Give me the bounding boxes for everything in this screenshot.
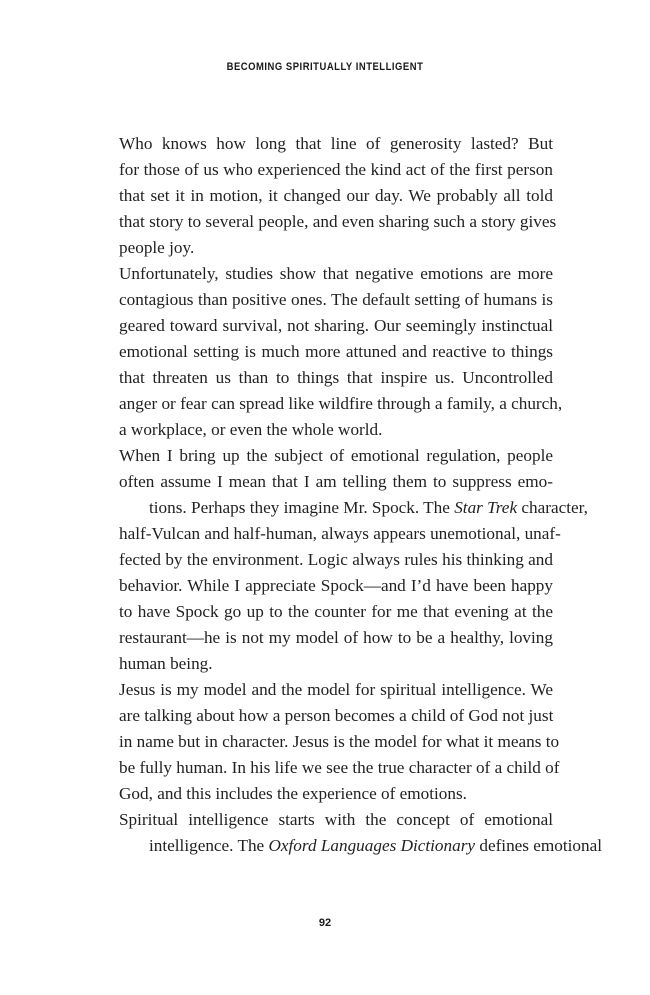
text-line: be fully human. In his life we see the true character of a child of <box>119 758 560 777</box>
paragraph-3 <box>89 443 588 677</box>
text-line: fected by the environment. Logic always rules his thinking and <box>119 550 553 569</box>
text-segment: defines emotional <box>475 836 603 855</box>
text-line: that set it in motion, it changed our day. We probably all told <box>119 186 553 205</box>
text-line: are talking about how a person becomes a child of God not just <box>119 706 554 725</box>
text-segment: intelligence. The <box>149 836 269 855</box>
text-line: human being. <box>119 654 213 673</box>
italic-title: Star Trek <box>454 498 518 517</box>
text-line <box>89 833 603 859</box>
text-line: When I bring up the subject of emotional regulation, people <box>119 446 553 465</box>
italic-title: Oxford Languages Dictionary <box>268 836 476 855</box>
paragraph-5 <box>89 807 603 859</box>
text-line: a workplace, or even the whole world. <box>119 420 383 439</box>
text-line: Jesus is my model and the model for spiritual intelligence. We <box>119 680 553 699</box>
text-line: geared toward survival, not sharing. Our seemingly instinctual <box>119 316 553 335</box>
paragraph-4 <box>89 677 560 807</box>
text-line: that story to several people, and even sharing such a story gives <box>119 212 557 231</box>
text-line: half-Vulcan and half-human, always appears unemotional, unaf- <box>119 524 561 543</box>
text-line: people joy. <box>119 238 195 257</box>
text-line: Unfortunately, studies show that negative emotions are more <box>119 264 553 283</box>
text-line: for those of us who experienced the kind act of the first person <box>119 160 553 179</box>
text-line: often assume I mean that I am telling them to suppress emo- <box>119 472 553 491</box>
running-header: BECOMING SPIRITUALLY INTELLIGENT <box>226 61 424 73</box>
text-line: contagious than positive ones. The default setting of humans is <box>119 290 553 309</box>
text-line: Who knows how long that line of generosity lasted? But <box>119 134 553 153</box>
page-number: 92 <box>318 917 332 929</box>
text-segment: character, <box>517 498 588 517</box>
text-line: emotional setting is much more attuned and reactive to things <box>119 342 553 361</box>
text-line: anger or fear can spread like wildfire through a family, a church, <box>119 394 563 413</box>
text-line: God, and this includes the experience of emotions. <box>119 784 467 803</box>
text-line: behavior. While I appreciate Spock—and I’d have been happy <box>119 576 553 595</box>
paragraph-2 <box>89 261 563 443</box>
paragraph-1 <box>89 131 557 261</box>
text-line: that threaten us than to things that inspire us. Uncontrolled <box>119 368 553 387</box>
text-line: Spiritual intelligence starts with the concept of emotional <box>119 810 553 829</box>
body-text <box>89 131 603 859</box>
text-line <box>89 495 588 521</box>
text-line: to have Spock go up to the counter for me that evening at the <box>119 602 553 621</box>
text-line: restaurant—he is not my model of how to be a healthy, loving <box>119 628 553 647</box>
text-line: in name but in character. Jesus is the model for what it means to <box>119 732 560 751</box>
text-segment: tions. Perhaps they imagine Mr. Spock. The <box>149 498 455 517</box>
